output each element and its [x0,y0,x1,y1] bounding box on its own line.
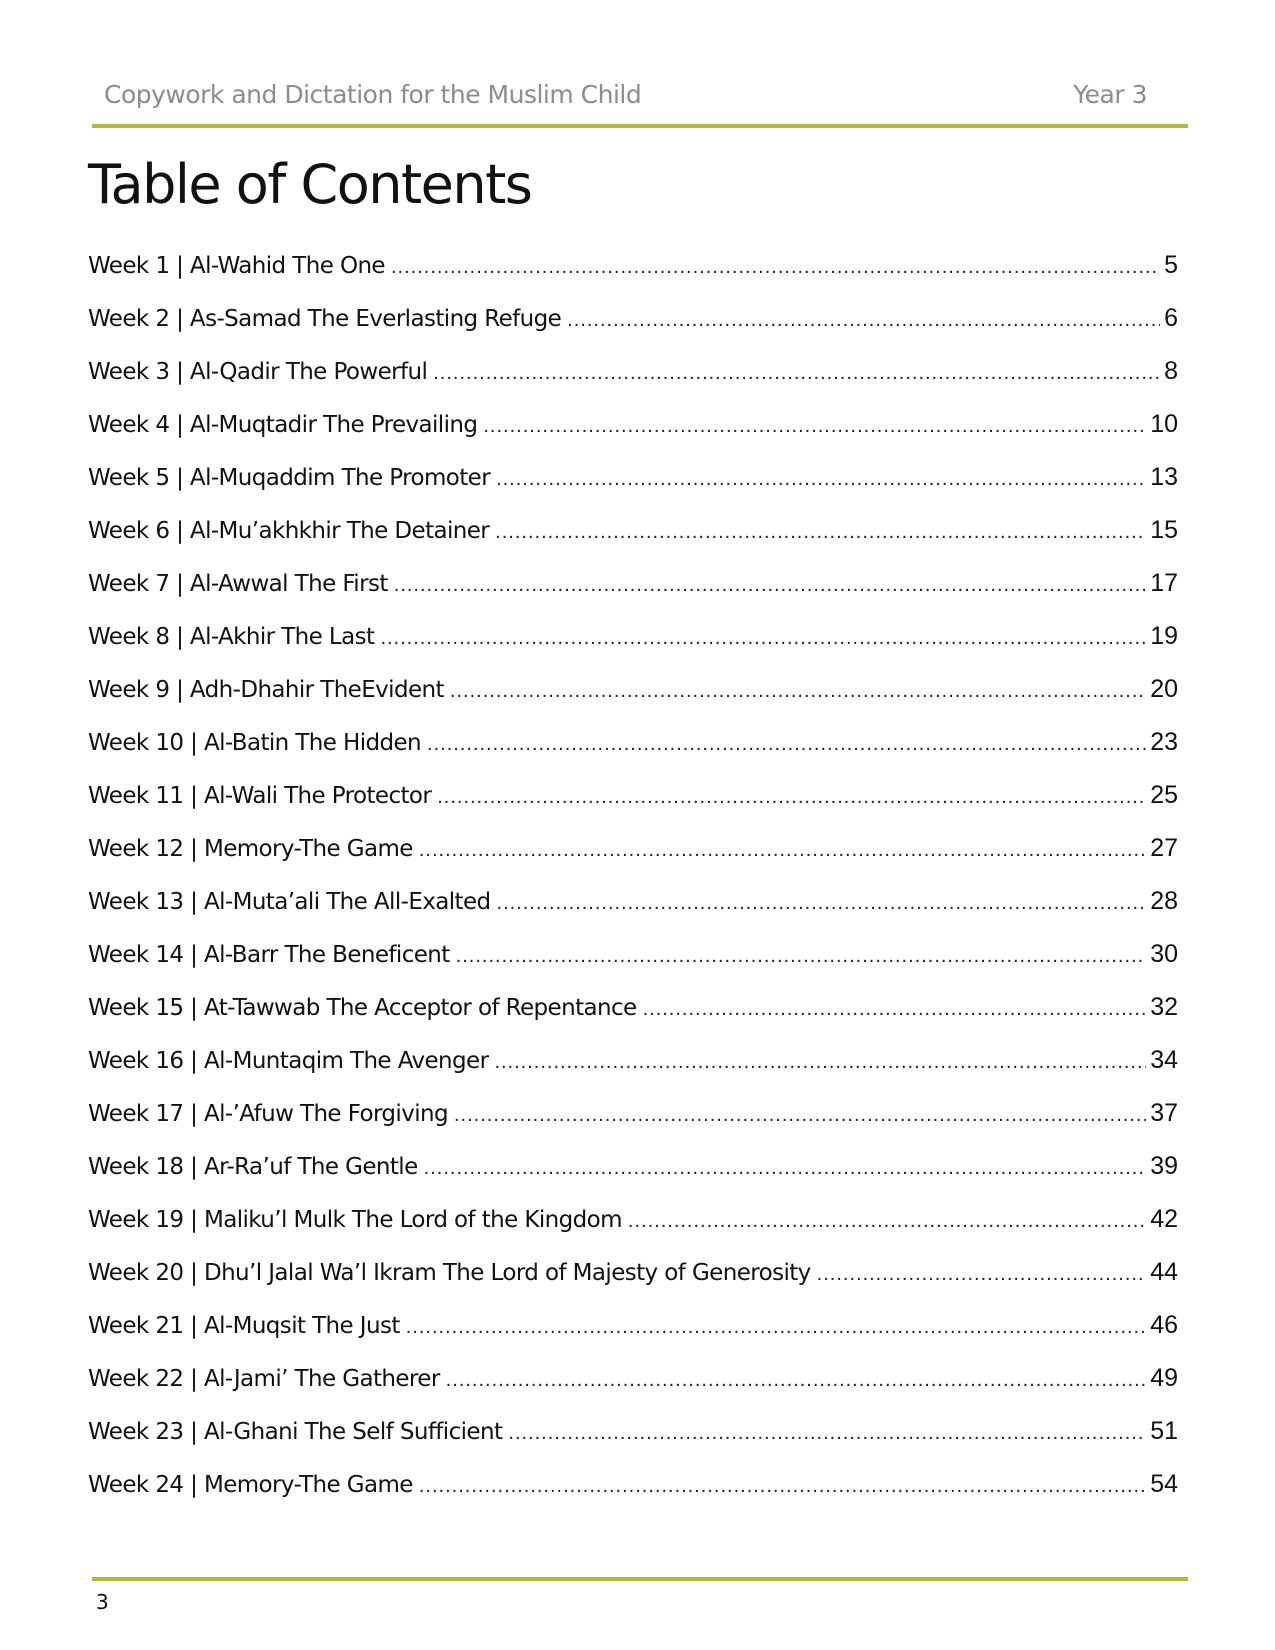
toc-entry [88,724,1178,777]
toc-entry-label: Week 16 | Al-Muntaqim The Avenger [88,1048,489,1074]
year-label: Year 3 [1073,79,1147,109]
toc-entry-page: 13 [1150,463,1178,491]
toc-entry-page: 30 [1150,940,1178,968]
toc-entry-page: 8 [1164,357,1178,385]
toc-entry-label: Week 7 | Al-Awwal The First [88,571,388,597]
toc-entry-label: Week 24 | Memory-The Game [88,1472,413,1498]
toc-entry [88,1148,1178,1201]
toc-entry [88,1360,1178,1413]
toc-entry-page: 28 [1150,887,1178,915]
toc-dot-leader [628,1203,1146,1239]
toc-entry-page: 46 [1150,1311,1178,1339]
toc-entry-page: 20 [1150,675,1178,703]
toc-dot-leader [427,726,1146,762]
toc-entry [88,300,1178,353]
toc-entry-page: 32 [1150,993,1178,1021]
toc-dot-leader [483,408,1146,444]
toc-dot-leader [454,1097,1146,1133]
toc-entry-label: Week 6 | Al-Mu’akhkhir The Detainer [88,518,490,544]
toc-entry [88,1413,1178,1466]
toc-entry-label: Week 12 | Memory-The Game [88,836,413,862]
toc-dot-leader [494,1044,1146,1080]
toc-entry-label: Week 4 | Al-Muqtadir The Prevailing [88,412,478,438]
toc-entry-page: 17 [1150,569,1178,597]
toc-entry-label: Week 10 | Al-Batin The Hidden [88,730,422,756]
toc-entry [88,883,1178,936]
toc-entry-page: 44 [1150,1258,1178,1286]
toc-entry-page: 42 [1150,1205,1178,1233]
toc-dot-leader [391,249,1160,285]
toc-entry [88,353,1178,406]
toc-entry-label: Week 9 | Adh-Dhahir TheEvident [88,677,444,703]
toc-entry-label: Week 2 | As-Samad The Everlasting Refuge [88,306,562,332]
footer-rule [92,1577,1188,1581]
toc-entry [88,830,1178,883]
toc-entry-label: Week 22 | Al-Jami’ The Gatherer [88,1366,440,1392]
toc-entry [88,936,1178,989]
toc-dot-leader [406,1309,1146,1345]
toc-entry-page: 54 [1150,1470,1178,1498]
toc-entry-label: Week 23 | Al-Ghani The Self Sufficient [88,1419,503,1445]
toc-entry-label: Week 1 | Al-Wahid The One [88,253,385,279]
toc-dot-leader [497,885,1147,921]
toc-entry-page: 15 [1150,516,1178,544]
toc-entry-page: 27 [1150,834,1178,862]
toc-entry [88,671,1178,724]
toc-dot-leader [456,938,1147,974]
toc-entry-label: Week 5 | Al-Muqaddim The Promoter [88,465,491,491]
toc-dot-leader [446,1362,1147,1398]
toc-entry [88,247,1178,300]
toc-dot-leader [643,991,1147,1027]
toc-entry [88,512,1178,565]
toc-dot-leader [419,1468,1146,1504]
toc-dot-leader [394,567,1146,603]
toc-entry [88,1042,1178,1095]
toc-dot-leader [495,514,1146,550]
toc-entry-page: 25 [1150,781,1178,809]
toc-entry-page: 39 [1150,1152,1178,1180]
toc-entry [88,989,1178,1042]
toc-dot-leader [433,355,1160,391]
toc-entry [88,1307,1178,1360]
toc-entry-label: Week 15 | At-Tawwab The Acceptor of Repentance [88,995,637,1021]
toc-entry [88,406,1178,459]
page-number: 3 [96,1590,109,1614]
toc-dot-leader [437,779,1146,815]
page-title: Table of Contents [88,153,532,216]
book-title: Copywork and Dictation for the Muslim Child [104,79,642,109]
toc-entry-label: Week 11 | Al-Wali The Protector [88,783,432,809]
toc-dot-leader [817,1256,1147,1292]
toc-entry-page: 5 [1164,251,1178,279]
toc-entry [88,1095,1178,1148]
toc-entry-label: Week 13 | Al-Muta’ali The All-Exalted [88,889,491,915]
toc-entry-label: Week 3 | Al-Qadir The Powerful [88,359,428,385]
toc-entry-page: 37 [1150,1099,1178,1127]
toc-entry-label: Week 19 | Maliku’l Mulk The Lord of the Kingdom [88,1207,622,1233]
toc-entry-page: 23 [1150,728,1178,756]
toc-entry-label: Week 18 | Ar-Ra’uf The Gentle [88,1154,418,1180]
toc-entry [88,1254,1178,1307]
toc-dot-leader [424,1150,1147,1186]
toc-entry-label: Week 20 | Dhu’l Jalal Wa’l Ikram The Lord of Majesty of Generosity [88,1260,811,1286]
toc-list [88,247,1178,1519]
toc-entry-label: Week 17 | Al-’Afuw The Forgiving [88,1101,448,1127]
toc-entry [88,1466,1178,1519]
toc-entry-page: 51 [1150,1417,1178,1445]
toc-entry [88,1201,1178,1254]
toc-dot-leader [419,832,1146,868]
toc-dot-leader [450,673,1146,709]
toc-dot-leader [496,461,1146,497]
header-rule [92,124,1188,128]
toc-dot-leader [567,302,1160,338]
toc-entry-label: Week 14 | Al-Barr The Beneficent [88,942,450,968]
toc-entry-page: 10 [1150,410,1178,438]
toc-entry-page: 34 [1150,1046,1178,1074]
toc-entry [88,777,1178,830]
toc-entry [88,459,1178,512]
toc-entry-page: 19 [1150,622,1178,650]
toc-dot-leader [508,1415,1146,1451]
running-header [104,74,1147,114]
toc-entry-page: 49 [1150,1364,1178,1392]
toc-dot-leader [380,620,1146,656]
toc-entry-label: Week 21 | Al-Muqsit The Just [88,1313,400,1339]
toc-entry [88,565,1178,618]
toc-entry-label: Week 8 | Al-Akhir The Last [88,624,375,650]
toc-entry-page: 6 [1164,304,1178,332]
toc-entry [88,618,1178,671]
